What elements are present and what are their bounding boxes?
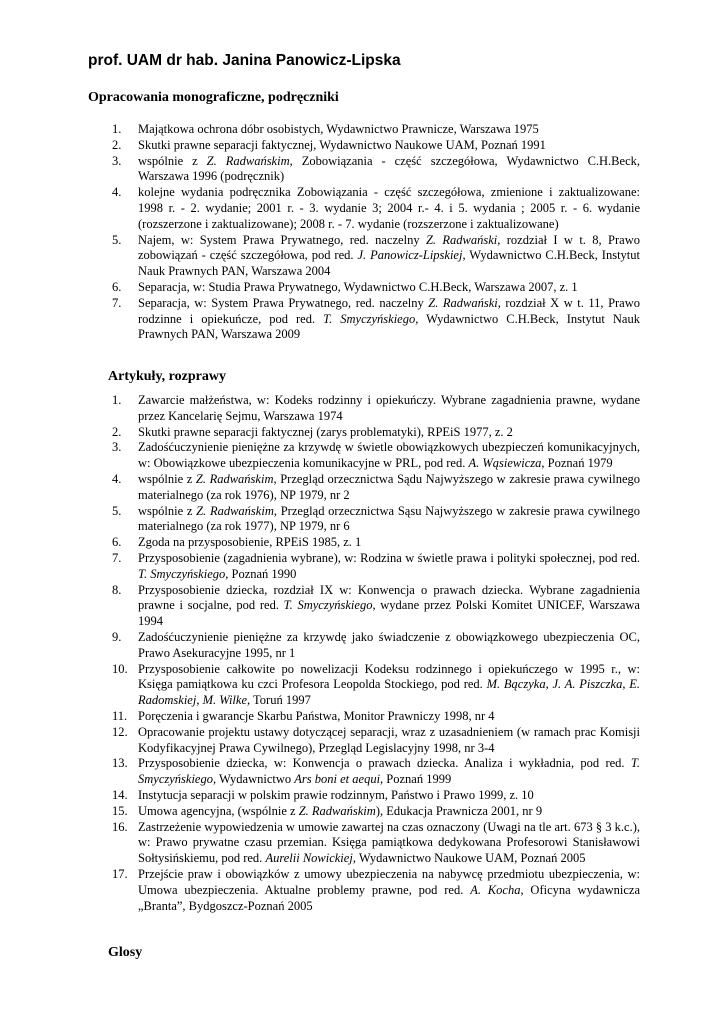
list-item-text: wspólnie z Z. Radwańskim, Przegląd orzecznictwa Sądu Najwyższego w zakresie prawa cywilnego materialnego (za rok 1976), NP 1979, nr 2 [138, 471, 641, 502]
author-name-title: prof. UAM dr hab. Janina Panowicz-Lipska [88, 52, 401, 69]
list-item [108, 551, 640, 583]
list-item [108, 138, 640, 154]
list-item-number: 7. [112, 295, 122, 310]
list-item-number: 5. [112, 232, 122, 247]
list-item [108, 709, 640, 725]
list-item-text: Przysposobienie całkowite po nowelizacji Kodeksu rodzinnego i opiekuńczego w 1995 r., w: Księga pamiątkowa ku czci Profesora Leopolda Stockiego, pod red. M. Bączyka, J. A. Piszczka, E. Radomskiej, M. Wilke, Toruń 1997 [138, 661, 640, 708]
list-item-text: Zawarcie małżeństwa, w: Kodeks rodzinny i opiekuńczy. Wybrane zagadnienia prawne, wydane przez Kancelarię Sejmu, Warszawa 1974 [138, 393, 640, 423]
list-item [108, 280, 640, 296]
list-item [108, 630, 640, 662]
list-item-number: 11. [112, 708, 128, 723]
list-item-number: 9. [112, 629, 122, 644]
list-item [108, 804, 640, 820]
list-item-text: Przysposobienie dziecka, w: Konwencja o prawach dziecka. Analiza i wykładnia, pod red. T. Smyczyńskiego, Wydawnictwo Ars boni et aequi, Poznań 1999 [138, 756, 640, 787]
list-item [108, 440, 640, 472]
list-item-text: Przysposobienie dziecka, rozdział IX w: Konwencja o prawach dziecka. Wybrane zagadnienia prawne i socjalne, pod red. T. Smyczyńskiego, wydane przez Polski Komitet UNICEF, Warszawa 1994 [138, 582, 640, 629]
list-item [108, 296, 640, 343]
list-item-text: wspólnie z Z. Radwańskim, Zobowiązania - część szczegółowa, Wydawnictwo C.H.Beck, Warszawa 1996 (podręcznik) [138, 153, 640, 184]
list-item-number: 3. [112, 153, 122, 168]
list-item [108, 233, 640, 280]
list-item-number: 14. [112, 787, 128, 802]
monographs-list [108, 122, 640, 343]
list-item-text: Najem, w: System Prawa Prywatnego, red. naczelny Z. Radwański, rozdział I w t. 8, Prawo zobowiązań - część szczegółowa, pod red. J. Panowicz-Lipskiej, Wydawnictwo C.H.Beck, Instytut Nauk Prawnych PAN, Warszawa 2004 [138, 232, 640, 279]
list-item-text: wspólnie z Z. Radwańskim, Przegląd orzecznictwa Sąsu Najwyższego w zakresie prawa cywilnego materialnego (za rok 1977), NP 1979, nr 6 [138, 503, 641, 534]
list-item-number: 2. [112, 137, 122, 152]
list-item-number: 4. [112, 185, 122, 200]
list-item [108, 725, 640, 757]
list-item-number: 4. [112, 471, 122, 486]
list-item-text: Separacja, w: Studia Prawa Prywatnego, Wydawnictwo C.H.Beck, Warszawa 2007, z. 1 [138, 279, 578, 294]
list-item-number: 13. [112, 756, 128, 771]
list-item-number: 10. [112, 661, 128, 676]
list-item [108, 867, 640, 914]
list-item [108, 122, 640, 138]
list-item [108, 583, 640, 630]
list-item [108, 535, 640, 551]
articles-list [108, 393, 640, 914]
list-item-text: Zadośćuczynienie pieniężne za krzywdę jako świadczenie z obowiązkowego ubezpieczenia OC, Prawo Asekuracyjne 1995, nr 1 [138, 629, 640, 660]
section-heading-glosses: Glosy [108, 945, 143, 960]
list-item [108, 472, 640, 504]
list-item-text: Zastrzeżenie wypowiedzenia w umowie zawartej na czas oznaczony (Uwagi na tle art. 673 § 3 k.c.), w: Prawo prywatne czasu przemian. Księga pamiątkowa dedykowana Profesorowi Stanisławowi Sołtysińskiemu, pod red. Aurelii Nowickiej, Wydawnictwo Naukowe UAM, Poznań 2005 [138, 819, 640, 866]
list-item-number: 7. [112, 550, 122, 565]
list-item-number: 12. [112, 724, 128, 739]
list-item [108, 820, 640, 867]
list-item-number: 17. [112, 866, 128, 881]
list-item-number: 5. [112, 503, 122, 518]
list-item-text: Przejście praw i obowiązków z umowy ubezpieczenia na nabywcę przedmiotu ubezpieczenia, w: Umowa ubezpieczenia. Aktualne problemy prawne, pod red. A. Kocha, Oficyna wydawnicza „Branta”, Bydgoszcz-Poznań 2005 [138, 866, 641, 913]
list-item-number: 15. [112, 803, 128, 818]
list-item-text: Skutki prawne separacji faktycznej (zarys problematyki), RPEiS 1977, z. 2 [138, 424, 513, 439]
list-item [108, 504, 640, 536]
list-item-text: Zadośćuczynienie pieniężne za krzywdę w świetle obowiązkowych ubezpieczeń komunikacyjnych, w: Obowiązkowe ubezpieczenia komunikacyjne w PRL, pod red. A. Wąsiewicza, Poznań 1979 [138, 440, 640, 471]
list-item [108, 185, 640, 232]
list-item-number: 3. [112, 440, 122, 455]
list-item-number: 8. [112, 582, 122, 597]
list-item [108, 756, 640, 788]
list-item-number: 1. [112, 122, 122, 136]
list-item-text: Umowa agencyjna, (wspólnie z Z. Radwańskim), Edukacja Prawnicza 2001, nr 9 [138, 803, 543, 818]
list-item-number: 1. [112, 393, 122, 407]
list-item [108, 662, 640, 709]
list-item-number: 16. [112, 819, 128, 834]
list-item-number: 2. [112, 424, 122, 439]
list-item-text: Zgoda na przysposobienie, RPEiS 1985, z. 1 [138, 535, 362, 550]
list-item-text: Skutki prawne separacji faktycznej, Wydawnictwo Naukowe UAM, Poznań 1991 [138, 137, 546, 152]
list-item-text: Instytucja separacji w polskim prawie rodzinnym, Państwo i Prawo 1999, z. 10 [138, 787, 534, 802]
list-item [108, 425, 640, 441]
list-item-text: Poręczenia i gwarancje Skarbu Państwa, Monitor Prawniczy 1998, nr 4 [138, 708, 495, 723]
list-item-text: Przysposobienie (zagadnienia wybrane), w: Rodzina w świetle prawa i polityki społecznej, pod red. T. Smyczyńskiego, Poznań 1990 [138, 550, 640, 581]
list-item-text: Majątkowa ochrona dóbr osobistych, Wydawnictwo Prawnicze, Warszawa 1975 [138, 122, 539, 136]
list-item [108, 154, 640, 186]
list-item [108, 788, 640, 804]
list-item-number: 6. [112, 279, 122, 294]
list-item-number: 6. [112, 535, 122, 550]
list-item-text: Opracowanie projektu ustawy dotyczącej separacji, wraz z uzasadnieniem (w ramach prac Komisji Kodyfikacyjnej Prawa Cywilnego), Przegląd Legislacyjny 1998, nr 3-4 [138, 724, 640, 755]
section-heading-monographs: Opracowania monograficzne, podręczniki [88, 90, 339, 105]
list-item-text: Separacja, w: System Prawa Prywatnego, red. naczelny Z. Radwański, rozdział X w t. 11, Prawo rodzinne i opiekuńcze, pod red. T. Smyczyńskiego, Wydawnictwo C.H.Beck, Instytut Nauk Prawnych PAN, Warszawa 2009 [138, 295, 641, 342]
list-item [108, 393, 640, 425]
section-heading-articles: Artykuły, rozprawy [108, 369, 226, 384]
list-item-text: kolejne wydania podręcznika Zobowiązania - część szczegółowa, zmienione i zaktualizowane: 1998 r. - 2. wydanie; 2001 r. - 3. wydanie 3; 2004 r.- 4. i 5. wydania ; 2005 r. - 6. wydanie (rozszerzone i zaktualizowane); 2008 r. - 7. wydanie (rozszerzone i zaktualizowane) [138, 185, 640, 231]
